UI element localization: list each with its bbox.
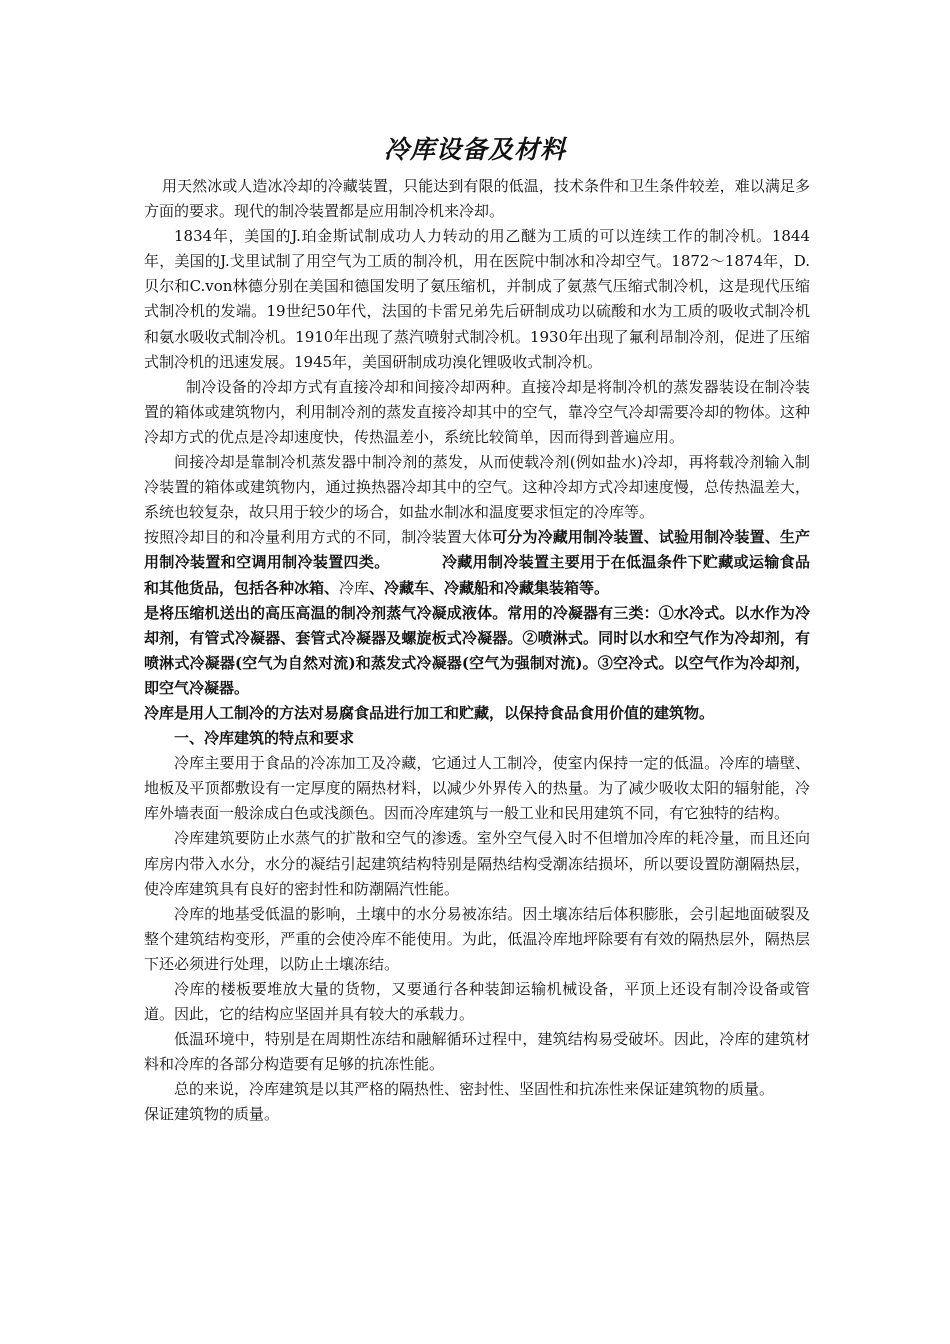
cold-storage-devices-tail: 、冷藏车、冷藏船和冷藏集装箱等。: [369, 578, 610, 597]
paragraph-indirect-cooling: 间接冷却是靠制冷机蒸发器中制冷剂的蒸发，从而使载冷剂(例如盐水)冷却，再将载冷剂输入制冷装置的箱体或建筑物内，通过换热器冷却其中的空气。这种冷却方式冷却速度慢，总传热温差大，系统也较复杂，故只用于较少的场合，如盐水制冰和温度要求恒定的冷库等。: [144, 453, 810, 522]
document-title: 冷库设备及材料: [383, 135, 566, 164]
paragraph-condensers: 是将压缩机送出的高压高温的制冷剂蒸气冷凝成液体。常用的冷凝器有三类：①水冷式。以水作为冷却剂，有管式冷凝器、套管式冷凝器及螺旋板式冷凝器。②喷淋式。同时以水和空气作为冷却剂，有喷淋式冷凝器(空气为自然对流)和蒸发式冷凝器(空气为强制对流)。③空冷式。以空气作为冷却剂，即空气冷凝器。: [144, 603, 810, 697]
cold-storage-link-text: 冷库: [339, 578, 370, 597]
paragraph-cold-storage-definition: 冷库是用人工制冷的方法对易腐食品进行加工和贮藏，以保持食品食用价值的建筑物。: [144, 703, 715, 722]
paragraph-direct-cooling: 制冷设备的冷却方式有直接冷却和间接冷却两种。直接冷却是将制冷机的蒸发器装设在制冷装置的箱体或建筑物内，利用制冷剂的蒸发直接冷却其中的空气，靠冷空气冷却需要冷却的物体。这种冷却方式的优点是冷却速度快，传热温差小，系统比较简单，因而得到普遍应用。: [144, 377, 810, 446]
document-body: [144, 174, 810, 1128]
paragraph-device-categories: [144, 525, 810, 600]
section-heading-building-features: 一、冷库建筑的特点和要求: [174, 729, 355, 748]
paragraph-foundation: 冷库的地基受低温的影响，土壤中的水分易被冻结。因土壤冻结后体积膨胀，会引起地面破裂及整个建筑结构变形，严重的会使冷库不能使用。为此，低温冷库地坪除要有有效的隔热层外，隔热层下还必须进行处理，以防止土壤冻结。: [144, 904, 810, 973]
paragraph-floor-load: 冷库的楼板要堆放大量的货物，又要通行各种装卸运输机械设备，平顶上还设有制冷设备或管道。因此，它的结构应坚固并具有较大的承载力。: [144, 980, 810, 1024]
paragraph-frost-resistance: 低温环境中，特别是在周期性冻结和融解循环过程中，建筑结构易受破坏。因此，冷库的建筑材料和冷库的各部分构造要有足够的抗冻性能。: [144, 1030, 810, 1074]
paragraph-trailing-fragment: 保证建筑物的质量。: [144, 1105, 280, 1124]
categories-lead-text: 按照冷却目的和冷量利用方式的不同，制冷装置大体: [144, 528, 493, 547]
paragraph-vapor-barrier: 冷库建筑要防止水蒸气的扩散和空气的渗透。室外空气侵入时不但增加冷库的耗冷量，而且还向库房内带入水分，水分的凝结引起建筑结构特别是隔热结构受潮冻结损坏，所以要设置防潮隔热层，使冷库建筑具有良好的密封性和防潮隔汽性能。: [144, 829, 810, 898]
paragraph-natural-ice: 用天然冰或人造冰冷却的冷藏装置，只能达到有限的低温，技术条件和卫生条件较差，难以满足多方面的要求。现代的制冷装置都是应用制冷机来冷却。: [144, 177, 810, 221]
categories-bold-text: 可分为冷藏用制冷装置、试验用制冷装置、生产用制冷装置和空调用制冷装置四类。: [144, 528, 810, 572]
cold-storage-devices-text: 冷藏用制冷装置主要用于在低温条件下贮藏或运输食品和其他货品，包括各种冰箱、: [144, 553, 810, 597]
paragraph-summary: 总的来说，冷库建筑是以其严格的隔热性、密封性、坚固性和抗冻性来保证建筑物的质量。: [174, 1080, 775, 1099]
paragraph-refrigerator-history: 1834年，美国的J.珀金斯试制成功人力转动的用乙醚为工质的可以连续工作的制冷机。1844年，美国的J.戈里试制了用空气为工质的制冷机，用在医院中制冰和冷却空气。1872～1874年，D.贝尔和C.von林德分别在美国和德国发明了氨压缩机，并制成了氨蒸气压缩式制冷机，这是现代压缩式制冷机的发端。19世纪50年代，法国的卡雷兄弟先后研制成功以硫酸和水为工质的吸收式制冷机和氨水吸收式制冷机。1910年出现了蒸汽喷射式制冷机。1930年出现了氟利昂制冷剂，促进了压缩式制冷机的迅速发展。1945年，美国研制成功溴化锂吸收式制冷机。: [144, 227, 810, 371]
paragraph-insulation: 冷库主要用于食品的冷冻加工及冷藏，它通过人工制冷，使室内保持一定的低温。冷库的墙壁、地板及平顶都敷设有一定厚度的隔热材料，以减少外界传入的热量。为了减少吸收太阳的辐射能，冷库外墙表面一般涂成白色或浅颜色。因而冷库建筑与一般工业和民用建筑不同，有它独特的结构。: [144, 754, 810, 823]
